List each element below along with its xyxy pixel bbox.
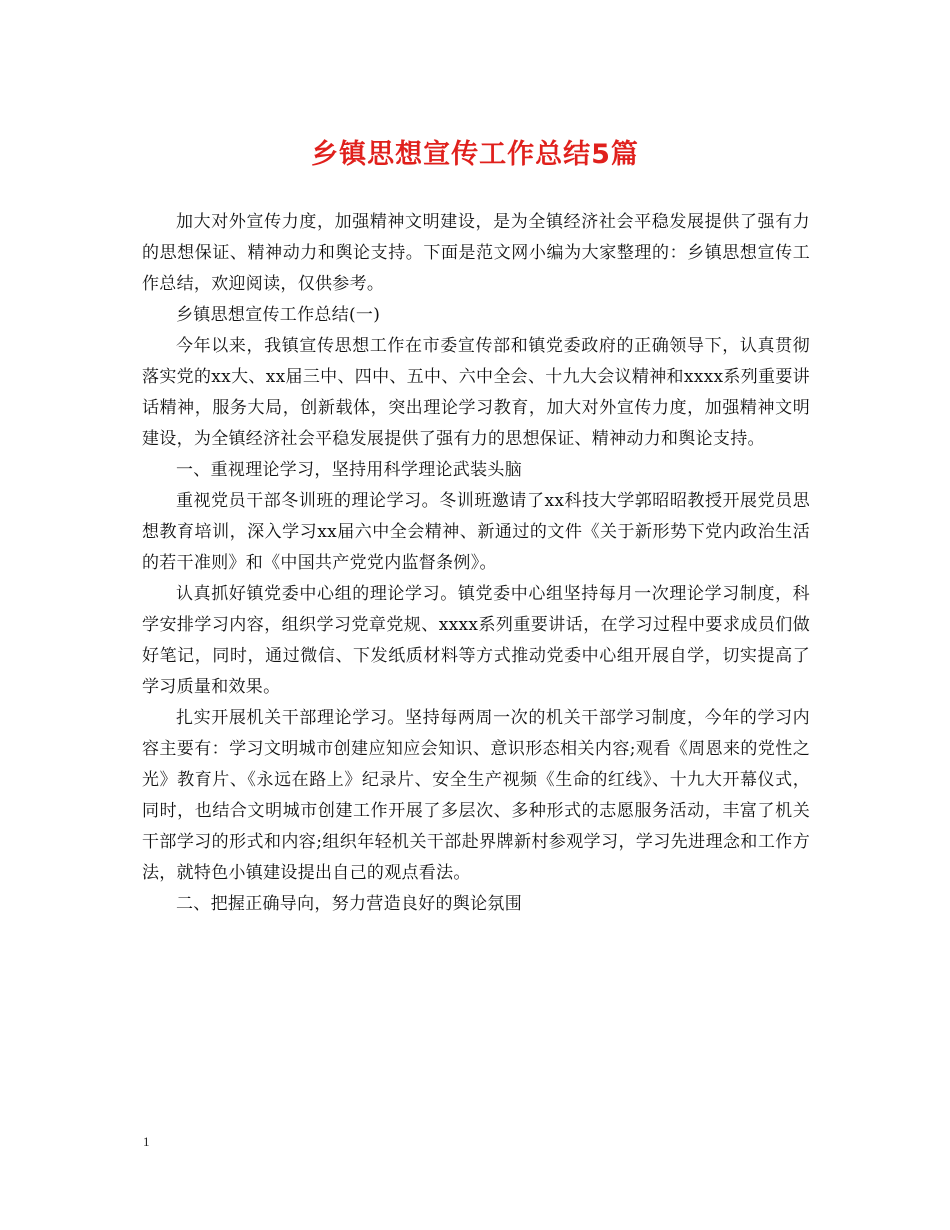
document-title: 乡镇思想宣传工作总结5篇 (311, 139, 639, 170)
paragraph-central-group-study: 认真抓好镇党委中心组的理论学习。镇党委中心组坚持每月一次理论学习制度，科学安排学习内容，组织学习党章党规、xxxx系列重要讲话，在学习过程中要求成员们做好笔记，同时，通过微信、下发纸质材料等方式推动党委中心组开展自学，切实提高了学习质量和效果。 (142, 584, 810, 697)
page-number: 1 (143, 1134, 150, 1149)
section-heading-public-opinion: 二、把握正确导向，努力营造良好的舆论氛围 (176, 894, 522, 914)
paragraph-winter-training: 重视党员干部冬训班的理论学习。冬训班邀请了xx科技大学郭昭昭教授开展党员思想教育培训，深入学习xx届六中全会精神、新通过的文件《关于新形势下党内政治生活的若干准则》和《中国共产党党内监督条例》。 (142, 491, 810, 573)
paragraph-intro: 加大对外宣传力度，加强精神文明建设，是为全镇经济社会平稳发展提供了强有力的思想保证、精神动力和舆论支持。下面是范文网小编为大家整理的：乡镇思想宣传工作总结，欢迎阅读，仅供参考。 (142, 212, 810, 294)
section-heading-summary-1: 乡镇思想宣传工作总结(一) (176, 305, 381, 325)
paragraph-cadre-study: 扎实开展机关干部理论学习。坚持每两周一次的机关干部学习制度，今年的学习内容主要有：学习文明城市创建应知应会知识、意识形态相关内容;观看《周恩来的党性之光》教育片、《永远在路上》纪录片、安全生产视频《生命的红线》、十九大开幕仪式，同时，也结合文明城市创建工作开展了多层次、多种形式的志愿服务活动，丰富了机关干部学习的形式和内容;组织年轻机关干部赴界牌新村参观学习，学习先进理念和工作方法，就特色小镇建设提出自己的观点看法。 (142, 708, 810, 883)
document-body (142, 207, 810, 920)
paragraph-overview: 今年以来，我镇宣传思想工作在市委宣传部和镇党委政府的正确领导下，认真贯彻落实党的xx大、xx届三中、四中、五中、六中全会、十九大会议精神和xxxx系列重要讲话精神，服务大局，创新载体，突出理论学习教育，加大对外宣传力度，加强精神文明建设，为全镇经济社会平稳发展提供了强有力的思想保证、精神动力和舆论支持。 (142, 336, 810, 449)
section-heading-theory-study: 一、重视理论学习，坚持用科学理论武装头脑 (176, 460, 522, 480)
